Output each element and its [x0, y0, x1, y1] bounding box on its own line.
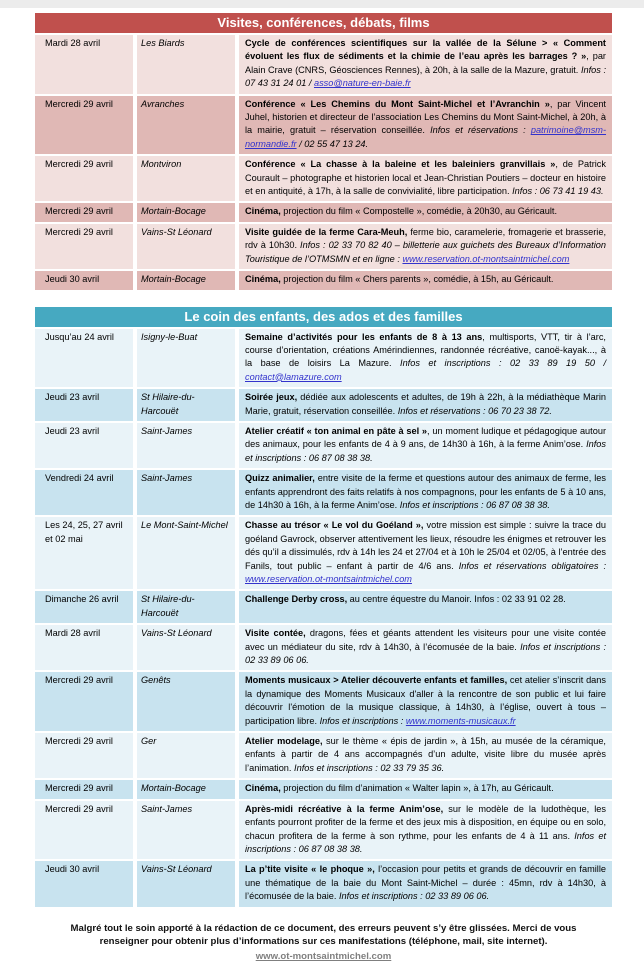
event-date: Mercredi 29 avril — [35, 156, 133, 201]
event-location: St Hilaire-du-Harcouët — [137, 389, 235, 421]
text-segment: Infos et inscriptions : 06 87 08 38 38. — [245, 830, 606, 854]
event-link[interactable]: www.moments-musicaux.fr — [405, 715, 516, 726]
event-location: Saint-James — [137, 470, 235, 515]
text-segment: cet atelier s’inscrit dans la dynamique des Moments Musicaux d'aller à la rencontre de son public et lui faire découvrir l'émotion de la musique classique, à 14h30, à l’église, ouvert à tous – participation libre. — [245, 675, 606, 726]
text-segment: Infos : 06 73 41 19 43. — [512, 186, 604, 197]
event-row — [35, 801, 612, 860]
page-top-edge — [0, 0, 644, 8]
event-date: Mercredi 29 avril — [35, 801, 133, 860]
text-segment: , multisports, VTT, tir à l’arc, course d’orientation, créations Amérindiennes, randonnée récréative, canoë-kayak..., à la base de loisirs La Mazure. — [245, 331, 606, 369]
text-segment: Conférence « Les Chemins du Mont Saint-Michel et l’Avranchin » — [245, 98, 550, 109]
section-title-visites: Visites, conférences, débats, films — [35, 13, 612, 33]
event-location: Avranches — [137, 96, 235, 155]
text-segment: , de Patrick Courault – photographe et historien local et Jean-Christian Poutiers – docteur en histoire et en antiquité, à 17h, à la salle de convivialité, libre participation. — [245, 159, 606, 197]
text-segment: Infos et inscriptions : 02 33 89 06 06. — [338, 891, 490, 902]
event-description — [239, 591, 612, 623]
event-location: Mortain-Bocage — [137, 271, 235, 289]
text-segment: Infos et inscriptions : 06 87 08 38 38. — [245, 439, 606, 463]
text-segment: Infos et inscriptions : 06 87 08 38 38. — [399, 499, 550, 510]
text-segment: ferme bio, caramelerie, fromagerie et brasserie, rdv à 10h30. — [245, 226, 607, 251]
rows — [35, 35, 612, 290]
event-date: Mercredi 29 avril — [35, 224, 133, 269]
text-segment: entre visite de la ferme et questions autour des animaux de ferme, les enfants apprendront des faits relatifs à nos compagnons, pour les enfants de 5 à 10 ans, de 14h30 à 16h, à la ferme Anim’ose. — [245, 473, 606, 510]
event-description — [239, 801, 612, 860]
event-description — [239, 156, 612, 201]
event-row — [35, 517, 612, 589]
text-segment: projection du film « Chers parents », comédie, à 15h, au Géricault. — [280, 274, 554, 285]
event-description — [239, 329, 612, 388]
text-segment: projection du film d’animation « Walter lapin », à 17h, au Géricault. — [280, 783, 554, 794]
text-segment: Moments musicaux > Atelier découverte enfants et familles, — [245, 675, 508, 686]
text-segment: Cinéma, — [245, 783, 281, 794]
event-link[interactable]: asso@nature-en-baie.fr — [313, 78, 411, 89]
event-row — [35, 672, 612, 731]
event-description — [239, 423, 612, 468]
event-link[interactable]: patrimoine@msm-normandie.fr — [245, 125, 607, 149]
text-segment: Cinéma, — [245, 206, 281, 217]
event-row — [35, 96, 612, 155]
event-description — [239, 389, 612, 421]
event-description — [239, 733, 612, 778]
event-description — [239, 517, 612, 589]
event-location: Mortain-Bocage — [137, 780, 235, 798]
rows — [35, 329, 612, 907]
event-location: Ger — [137, 733, 235, 778]
event-date: Jeudi 30 avril — [35, 861, 133, 906]
text-segment: projection du film « Compostelle », comédie, à 20h30, au Géricault. — [280, 206, 558, 217]
text-segment: Infos et inscriptions : 02 33 89 06 06. — [245, 641, 606, 666]
text-segment: Infos : 02 33 70 82 40 – billetterie aux guichets des Bureaux d’Information Touristique de l’OTMSMN et en ligne : — [245, 240, 606, 264]
text-segment: Semaine d’activités pour les enfants de 8 à 13 ans — [245, 331, 483, 342]
event-description — [239, 861, 612, 906]
text-segment: Cinéma, — [245, 274, 281, 285]
event-date: Mercredi 29 avril — [35, 733, 133, 778]
event-description — [239, 203, 612, 221]
event-location: Genêts — [137, 672, 235, 731]
event-link[interactable]: contact@lamazure.com — [245, 371, 342, 382]
text-segment: Infos et réservations : 06 70 23 38 72. — [397, 405, 552, 416]
event-description — [239, 780, 612, 798]
event-row — [35, 470, 612, 515]
text-segment: La p’tite visite « le phoque », — [245, 864, 375, 875]
text-segment: Après-midi récréative à la ferme Anim’ose, — [245, 803, 444, 814]
event-description — [239, 271, 612, 289]
event-row — [35, 625, 612, 670]
text-segment: Infos : 07 43 31 24 01 / — [245, 64, 606, 89]
text-segment: Conférence « La chasse à la baleine et les baleiniers granvillais » — [245, 159, 556, 170]
page — [0, 8, 644, 963]
text-segment: Soirée jeux, — [245, 392, 298, 403]
event-location: Saint-James — [137, 423, 235, 468]
event-row — [35, 329, 612, 388]
text-segment: , par Vincent Juhel, historien et directeur de l’association Les Chemins du Mont Saint-Michel, à 20h, à la mairie, gratuit – réservation conseillée. — [245, 98, 606, 136]
event-description — [239, 625, 612, 670]
event-row — [35, 224, 612, 269]
text-segment: Atelier créatif « ton animal en pâte à sel » — [245, 425, 428, 436]
text-segment: Atelier modelage, — [245, 736, 323, 747]
event-row — [35, 733, 612, 778]
text-segment: sur le modèle de la ludothèque, les enfants pourront profiter de la ferme et des jeux mis à disposition, en équipe ou en solo, chacun profitera de la ferme à son rythme, pour les enfants de 4 à 11 ans. — [245, 803, 606, 841]
footer-website-link[interactable]: www.ot-montsaintmichel.com — [255, 950, 392, 962]
event-row — [35, 423, 612, 468]
event-location: Mortain-Bocage — [137, 203, 235, 221]
section-title-enfants: Le coin des enfants, des ados et des familles — [35, 307, 612, 327]
event-location: Isigny-le-Buat — [137, 329, 235, 388]
event-date: Les 24, 25, 27 avril et 02 mai — [35, 517, 133, 589]
text-segment: Infos et inscriptions : — [319, 715, 406, 726]
section-enfants — [35, 307, 612, 907]
text-segment: , un moment ludique et pédagogique autour des animaux, pour les enfants de 4 à 9 ans, de 14h30 à 16h, à la ferme Anim’ose. — [245, 425, 606, 450]
text-segment: Infos et réservations : — [430, 125, 531, 136]
event-description — [239, 672, 612, 731]
event-row — [35, 203, 612, 221]
event-row — [35, 156, 612, 201]
text-segment: Infos et inscriptions : 02 33 89 19 50 / — [400, 358, 606, 369]
event-date: Mercredi 29 avril — [35, 203, 133, 221]
event-date: Jusqu’au 24 avril — [35, 329, 133, 388]
event-date: Mardi 28 avril — [35, 35, 133, 94]
section-visites — [35, 13, 612, 290]
text-segment: , par Alain Crave (CNRS, Géosciences Rennes), à 20h, à la salle de la Mazure, gratuit. — [245, 51, 606, 75]
event-date: Jeudi 30 avril — [35, 271, 133, 289]
event-link[interactable]: www.reservation.ot-montsaintmichel.com — [245, 574, 412, 584]
event-date: Jeudi 23 avril — [35, 389, 133, 421]
text-segment: Quizz animalier, — [245, 473, 315, 484]
event-date: Mercredi 29 avril — [35, 96, 133, 155]
footer-disclaimer: Malgré tout le soin apporté à la rédaction de ce document, des erreurs peuvent s’y être glissées. Merci de vous renseigner pour obtenir plus d’informations sur ces manifestations (téléphone, mail, site internet). — [70, 922, 577, 948]
footer — [35, 922, 612, 963]
text-segment: au centre équestre du Manoir. Infos : 02 33 91 02 28. — [347, 594, 566, 605]
event-row — [35, 389, 612, 421]
text-segment: Visite guidée de la ferme Cara-Meuh, — [245, 226, 408, 237]
text-segment: l’occasion pour petits et grands de découvrir en famille une thématique de la baie du Mont Saint-Michel – durée : 45mn, rdv à 14h30, à l’écomusée de la baie. — [245, 864, 606, 902]
event-date: Vendredi 24 avril — [35, 470, 133, 515]
event-date: Mardi 28 avril — [35, 625, 133, 670]
event-date: Mercredi 29 avril — [35, 780, 133, 798]
text-segment: Cycle de conférences scientifiques sur la vallée de la Sélune > « Comment évoluent les flux de sédiments et la chimie de l’eau après les barrages ? » — [245, 38, 606, 62]
text-segment: votre mission est simple : suivre la trace du goéland Gavrock, observer attentivement les lieux, résoudre les énigmes et retrouver les dés qu’il a dissimulés, rdv à 14h les 24 et 27/04 et à 10h le 25/04 et 02/05, à l’entrée des Fanils, tout public – enfant à partir de 4/6 ans. — [245, 520, 606, 571]
event-location: Vains-St Léonard — [137, 224, 235, 269]
text-segment: / 02 55 47 13 24. — [296, 138, 369, 149]
event-row — [35, 271, 612, 289]
event-row — [35, 35, 612, 94]
text-segment: dédiée aux adolescents et adultes, de 19h à 22h, à la médiathèque Marin Marie, gratuit, réservation conseillée. — [245, 392, 607, 416]
text-segment: sur le thème « épis de jardin », à 15h, au musée de la céramique, enfants à partir de 4 ans accompagnés d’un adulte, visite libre du musée après l’animation. — [245, 736, 606, 773]
text-segment: dragons, fées et géants attendent les visiteurs pour une visite contée avec un médiateur du site, rdv à 14h30, à l’écomusée de la baie. — [245, 628, 606, 652]
event-description — [239, 470, 612, 515]
text-segment: Infos et réservations obligatoires : — [458, 560, 607, 571]
event-row — [35, 861, 612, 906]
event-description — [239, 224, 612, 269]
event-location: Les Biards — [137, 35, 235, 94]
event-description — [239, 96, 612, 155]
text-segment: Chasse au trésor « Le vol du Goéland », — [245, 520, 424, 531]
event-location: Vains-St Léonard — [137, 625, 235, 670]
text-segment: Challenge Derby cross, — [245, 594, 348, 605]
event-row — [35, 780, 612, 798]
event-location: St Hilaire-du-Harcouët — [137, 591, 235, 623]
event-date: Jeudi 23 avril — [35, 423, 133, 468]
text-segment: Infos et inscriptions : 02 33 79 35 36. — [294, 762, 445, 773]
text-segment: Visite contée, — [245, 628, 306, 639]
event-location: Le Mont-Saint-Michel — [137, 517, 235, 589]
event-location: Saint-James — [137, 801, 235, 860]
event-row — [35, 591, 612, 623]
event-location: Montviron — [137, 156, 235, 201]
event-date: Mercredi 29 avril — [35, 672, 133, 731]
event-date: Dimanche 26 avril — [35, 591, 133, 623]
event-link[interactable]: www.reservation.ot-montsaintmichel.com — [402, 253, 570, 264]
event-description — [239, 35, 612, 94]
event-location: Vains-St Léonard — [137, 861, 235, 906]
